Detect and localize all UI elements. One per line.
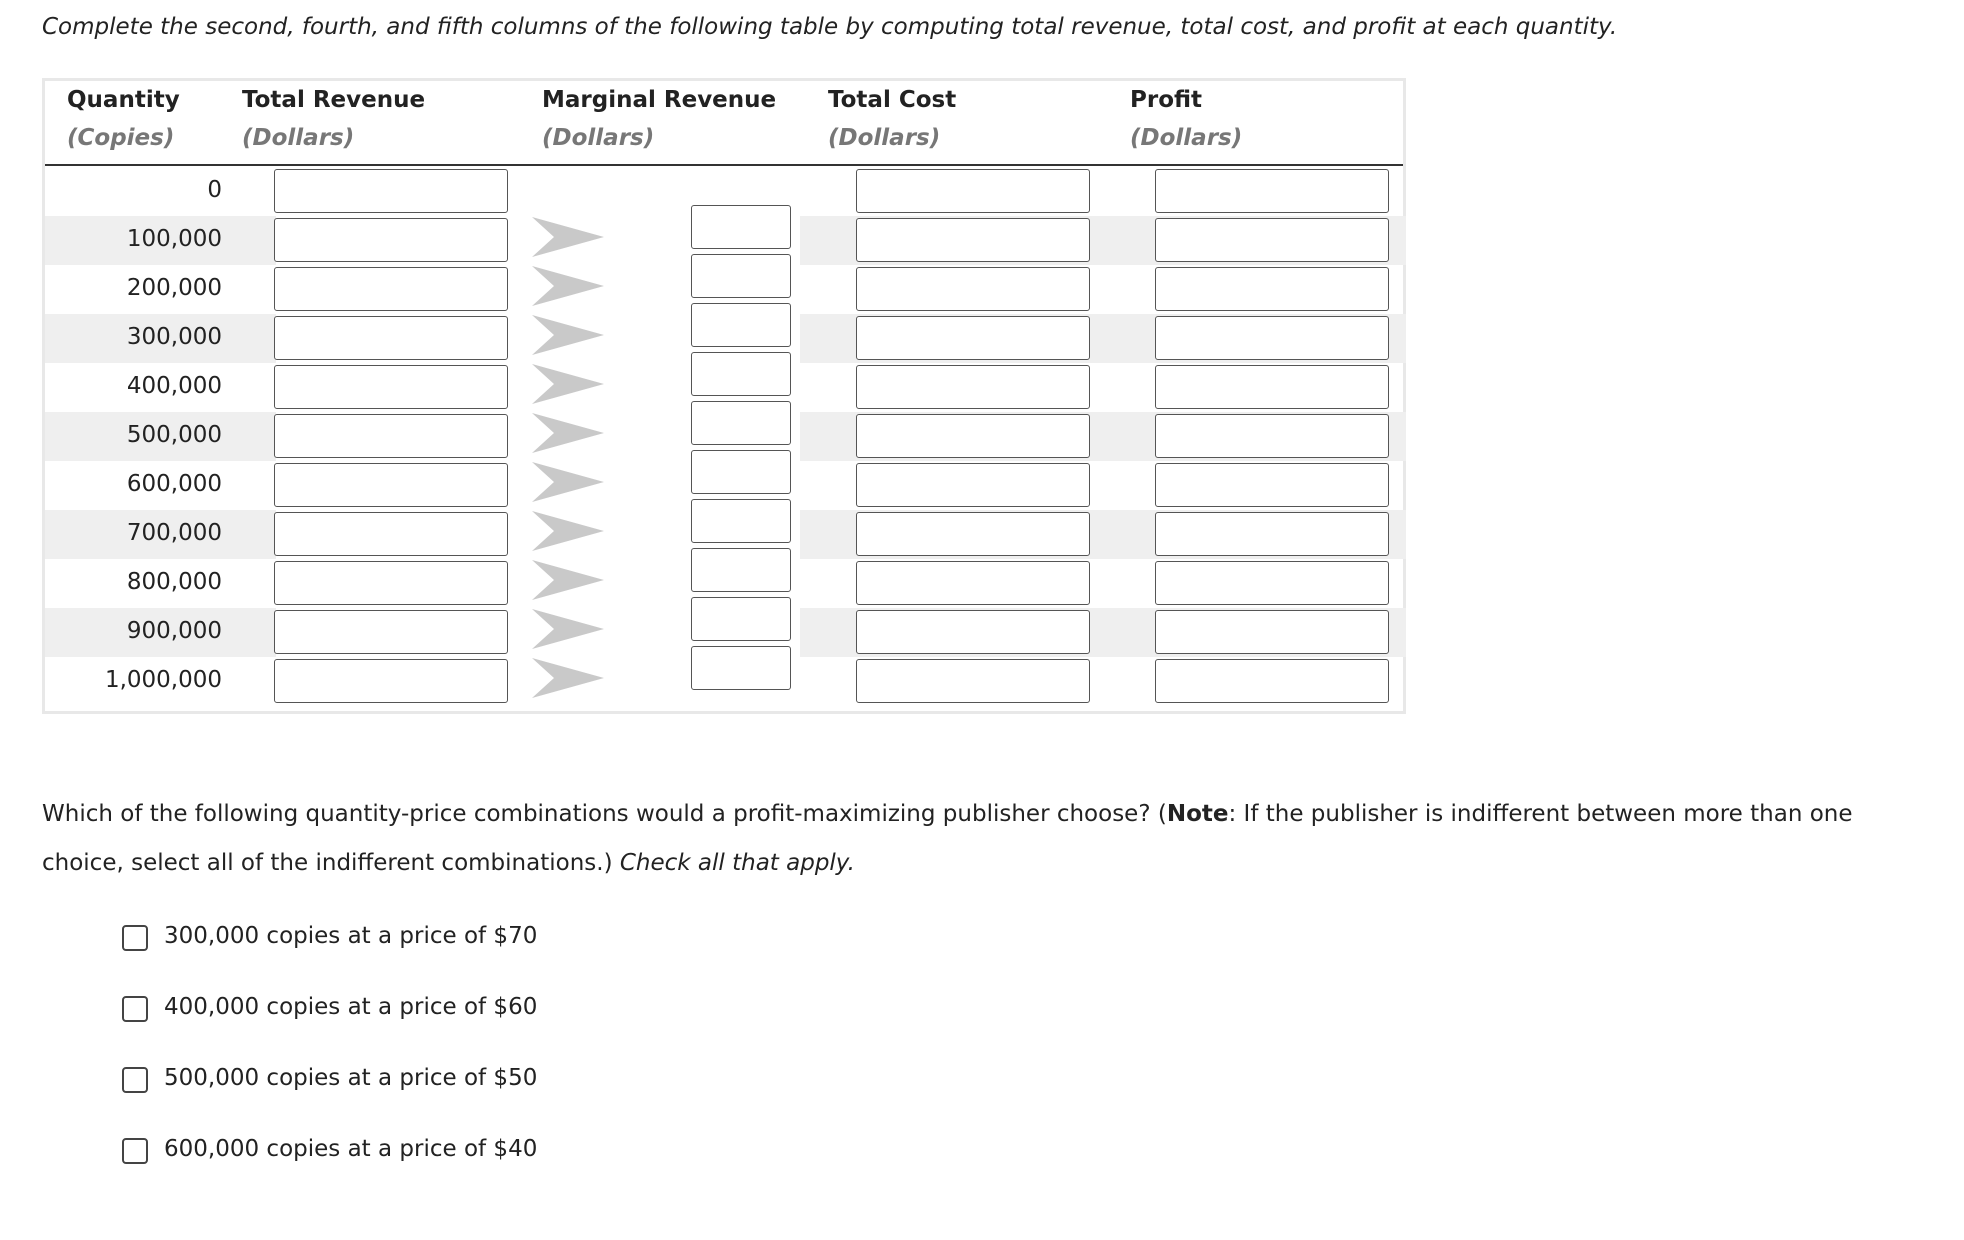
marginal-revenue-input[interactable] [691, 450, 791, 494]
instruction-text: Complete the second, fourth, and fifth columns of the following table by computing total revenue, total cost, and profit at each quantity. [42, 14, 1618, 40]
total-cost-input[interactable] [856, 561, 1090, 605]
total-cost-input[interactable] [856, 316, 1090, 360]
total-cost-input[interactable] [856, 512, 1090, 556]
header-marginal-revenue-title: Marginal Revenue [542, 87, 777, 113]
marginal-revenue-input[interactable] [691, 597, 791, 641]
total-cost-input[interactable] [856, 365, 1090, 409]
profit-input[interactable] [1155, 463, 1389, 507]
total-cost-input[interactable] [856, 267, 1090, 311]
profit-input[interactable] [1155, 267, 1389, 311]
header-profit-unit: (Dollars) [1130, 125, 1243, 151]
quantity-cell: 700,000 [126, 520, 222, 546]
total-cost-input[interactable] [856, 659, 1090, 703]
profit-input[interactable] [1155, 659, 1389, 703]
marginal-arrow-icon [532, 511, 604, 555]
profit-input[interactable] [1155, 316, 1389, 360]
quantity-cell: 900,000 [126, 618, 222, 644]
answer-option-label: 400,000 copies at a price of $60 [164, 994, 538, 1020]
question-instruction: Check all that apply. [619, 850, 855, 876]
header-total-revenue-title: Total Revenue [242, 87, 426, 113]
total-cost-input[interactable] [856, 463, 1090, 507]
profit-input[interactable] [1155, 414, 1389, 458]
total-cost-input[interactable] [856, 169, 1090, 213]
answer-option-label: 600,000 copies at a price of $40 [164, 1136, 538, 1162]
table-header [45, 81, 1403, 166]
quantity-cell: 200,000 [126, 275, 222, 301]
checkbox[interactable] [122, 925, 148, 951]
marginal-revenue-input[interactable] [691, 548, 791, 592]
header-total-cost-title: Total Cost [828, 87, 957, 113]
question-middle: : If the publisher is indifferent between more than one choice, select all of the indifferent combinations.) [42, 801, 1853, 876]
quantity-cell: 500,000 [126, 422, 222, 448]
checkbox[interactable] [122, 1067, 148, 1093]
quantity-cell: 800,000 [126, 569, 222, 595]
profit-input[interactable] [1155, 218, 1389, 262]
marginal-arrow-icon [532, 462, 604, 506]
marginal-arrow-icon [532, 315, 604, 359]
total-revenue-input[interactable] [274, 463, 508, 507]
question-text [42, 790, 1922, 888]
total-cost-input[interactable] [856, 414, 1090, 458]
marginal-revenue-input[interactable] [691, 254, 791, 298]
marginal-arrow-icon [532, 609, 604, 653]
answer-option-label: 300,000 copies at a price of $70 [164, 923, 538, 949]
profit-input[interactable] [1155, 610, 1389, 654]
marginal-revenue-input[interactable] [691, 352, 791, 396]
profit-input[interactable] [1155, 561, 1389, 605]
marginal-revenue-input[interactable] [691, 401, 791, 445]
total-cost-input[interactable] [856, 610, 1090, 654]
profit-table [42, 78, 1406, 714]
marginal-revenue-input[interactable] [691, 646, 791, 690]
profit-input[interactable] [1155, 169, 1389, 213]
total-revenue-input[interactable] [274, 610, 508, 654]
answer-option-label: 500,000 copies at a price of $50 [164, 1065, 538, 1091]
marginal-revenue-input[interactable] [691, 205, 791, 249]
quantity-cell: 400,000 [126, 373, 222, 399]
marginal-revenue-input[interactable] [691, 499, 791, 543]
quantity-cell: 600,000 [126, 471, 222, 497]
marginal-revenue-input[interactable] [691, 303, 791, 347]
total-revenue-input[interactable] [274, 267, 508, 311]
header-quantity-title: Quantity [67, 87, 180, 113]
total-revenue-input[interactable] [274, 659, 508, 703]
profit-input[interactable] [1155, 512, 1389, 556]
question-prefix: Which of the following quantity-price combinations would a profit-maximizing publisher choose? ( [42, 801, 1167, 827]
total-revenue-input[interactable] [274, 169, 508, 213]
checkbox[interactable] [122, 1138, 148, 1164]
header-profit-title: Profit [1130, 87, 1203, 113]
quantity-cell: 1,000,000 [104, 667, 222, 693]
total-revenue-input[interactable] [274, 414, 508, 458]
total-cost-input[interactable] [856, 218, 1090, 262]
question-note-label: Note [1166, 801, 1229, 827]
marginal-arrow-icon [532, 364, 604, 408]
header-total-revenue-unit: (Dollars) [242, 125, 355, 151]
marginal-arrow-icon [532, 266, 604, 310]
marginal-arrow-icon [532, 560, 604, 604]
quantity-cell: 100,000 [126, 226, 222, 252]
marginal-arrow-icon [532, 413, 604, 457]
header-marginal-revenue-unit: (Dollars) [542, 125, 655, 151]
marginal-arrow-icon [532, 217, 604, 261]
quantity-cell: 0 [207, 177, 222, 203]
total-revenue-input[interactable] [274, 512, 508, 556]
checkbox[interactable] [122, 996, 148, 1022]
total-revenue-input[interactable] [274, 316, 508, 360]
quantity-cell: 300,000 [126, 324, 222, 350]
header-total-cost-unit: (Dollars) [828, 125, 941, 151]
total-revenue-input[interactable] [274, 561, 508, 605]
total-revenue-input[interactable] [274, 365, 508, 409]
header-quantity-unit: (Copies) [67, 125, 175, 151]
profit-input[interactable] [1155, 365, 1389, 409]
marginal-arrow-icon [532, 658, 604, 702]
total-revenue-input[interactable] [274, 218, 508, 262]
